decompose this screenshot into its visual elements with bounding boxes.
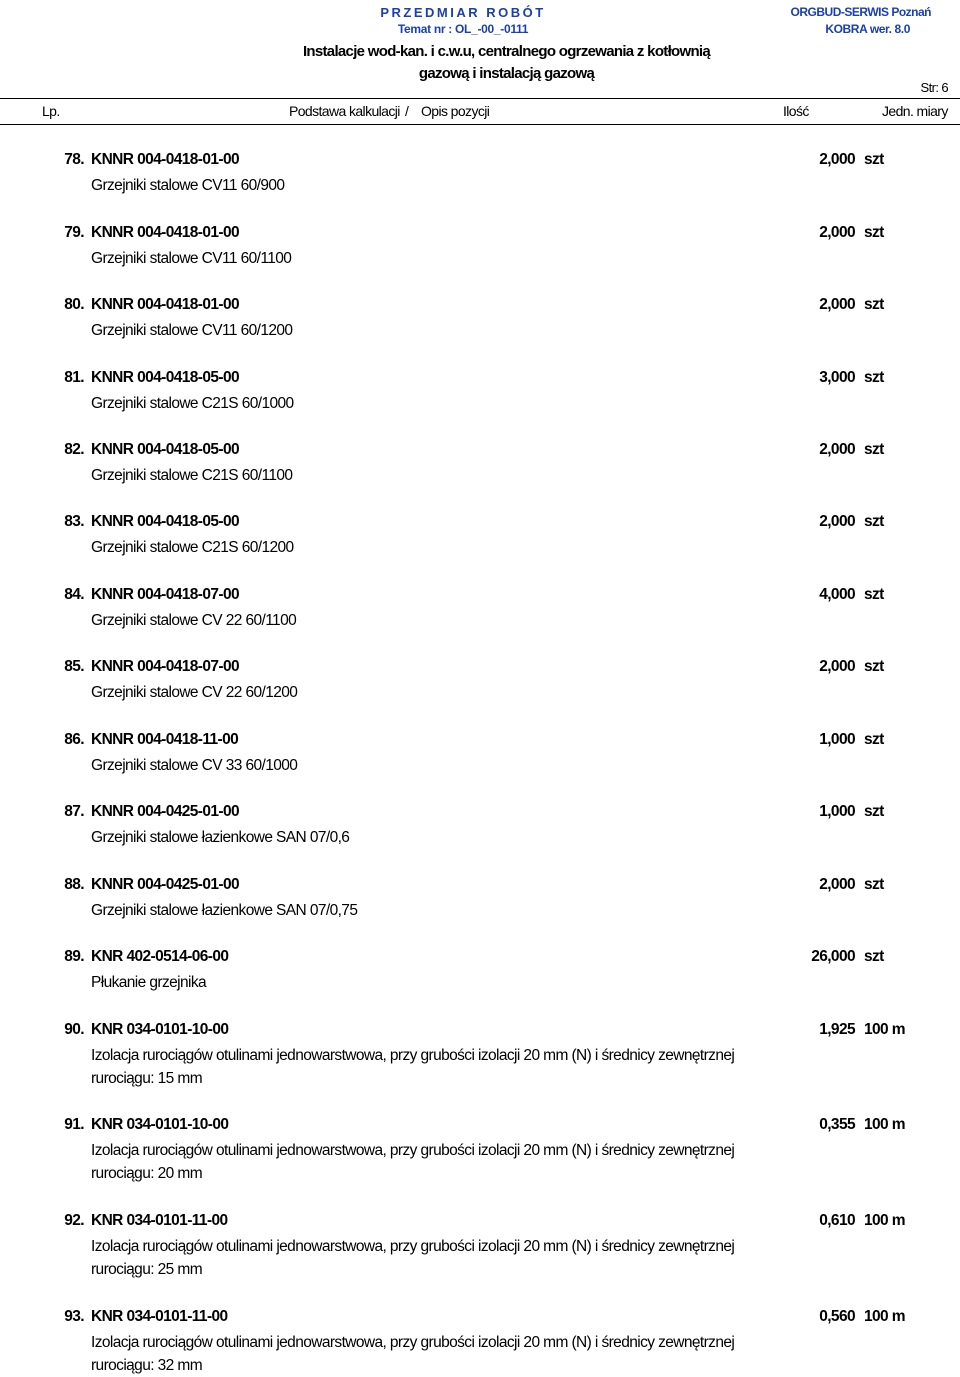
page-number: Str: 6: [920, 80, 948, 95]
column-header-description: Opis pozycji: [421, 103, 490, 119]
item-quantity: 2,000: [819, 513, 855, 530]
item-code: KNR 034-0101-11-00: [91, 1308, 228, 1325]
document-title: PRZEDMIAR ROBÓT: [380, 5, 546, 20]
item-quantity: 26,000: [811, 948, 855, 965]
item-unit: szt: [864, 586, 884, 603]
item-number: 87.: [64, 803, 84, 820]
item-number: 89.: [64, 948, 84, 965]
item-number: 82.: [64, 441, 84, 458]
item-unit: 100 m: [864, 1116, 905, 1133]
item-unit: szt: [864, 948, 884, 965]
item-unit: szt: [864, 151, 884, 168]
item-quantity: 0,560: [819, 1308, 855, 1325]
item-description: Grzejniki stalowe CV 33 60/1000: [91, 757, 298, 774]
item-description: Grzejniki stalowe CV11 60/1200: [91, 322, 293, 339]
item-quantity: 4,000: [819, 586, 855, 603]
item-code: KNNR 004-0418-01-00: [91, 296, 239, 313]
item-quantity: 3,000: [819, 369, 855, 386]
item-code: KNR 034-0101-10-00: [91, 1021, 229, 1038]
item-description: Grzejniki stalowe CV 22 60/1200: [91, 684, 298, 701]
item-number: 90.: [64, 1021, 84, 1038]
item-number: 91.: [64, 1116, 84, 1133]
item-quantity: 2,000: [819, 296, 855, 313]
item-description: Grzejniki stalowe CV11 60/900: [91, 177, 285, 194]
table-header-bottom-rule: [0, 124, 960, 125]
item-description: Grzejniki stalowe łazienkowe SAN 07/0,6: [91, 829, 350, 846]
item-code: KNNR 004-0425-01-00: [91, 876, 239, 893]
item-description: Grzejniki stalowe łazienkowe SAN 07/0,75: [91, 902, 358, 919]
item-code: KNNR 004-0418-05-00: [91, 513, 239, 530]
item-description: Płukanie grzejnika: [91, 974, 206, 991]
column-header-lp: Lp.: [42, 103, 60, 119]
item-description: Izolacja rurociągów otulinami jednowarstwowa, przy grubości izolacji 20 mm (N) i średnicy zewnętrznej rurociągu: 15 mm: [91, 1047, 735, 1087]
item-number: 93.: [64, 1308, 84, 1325]
item-code: KNNR 004-0418-07-00: [91, 658, 239, 675]
item-number: 86.: [64, 731, 84, 748]
document-theme: Temat nr : OL_-00_-0111: [397, 22, 529, 36]
item-unit: szt: [864, 441, 884, 458]
item-description: Grzejniki stalowe C21S 60/1000: [91, 395, 294, 412]
item-code: KNR 034-0101-10-00: [91, 1116, 229, 1133]
item-quantity: 2,000: [819, 876, 855, 893]
item-unit: szt: [864, 731, 884, 748]
item-quantity: 2,000: [819, 658, 855, 675]
column-header-basis: Podstawa kalkulacji: [289, 103, 400, 119]
item-quantity: 0,610: [819, 1212, 855, 1229]
item-quantity: 1,925: [819, 1021, 855, 1038]
item-unit: 100 m: [864, 1212, 905, 1229]
project-subtitle-line1: Instalacje wod-kan. i c.w.u, centralnego ogrzewania z kotłownią: [302, 43, 711, 60]
item-code: KNNR 004-0418-01-00: [91, 224, 239, 241]
item-quantity: 2,000: [819, 151, 855, 168]
company-name: ORGBUD-SERWIS Poznań: [790, 5, 931, 19]
item-unit: szt: [864, 876, 884, 893]
item-description: Izolacja rurociągów otulinami jednowarstwowa, przy grubości izolacji 20 mm (N) i średnicy zewnętrznej rurociągu: 25 mm: [91, 1238, 735, 1278]
item-number: 85.: [64, 658, 84, 675]
item-unit: 100 m: [864, 1308, 905, 1325]
item-number: 92.: [64, 1212, 84, 1229]
item-unit: szt: [864, 369, 884, 386]
item-unit: szt: [864, 224, 884, 241]
item-description: Grzejniki stalowe CV11 60/1100: [91, 250, 292, 267]
column-header-separator: /: [405, 103, 409, 119]
item-unit: szt: [864, 296, 884, 313]
item-code: KNNR 004-0425-01-00: [91, 803, 239, 820]
item-description: Grzejniki stalowe C21S 60/1200: [91, 539, 294, 556]
item-number: 88.: [64, 876, 84, 893]
program-version: KOBRA wer. 8.0: [825, 22, 910, 36]
item-number: 78.: [64, 151, 84, 168]
item-code: KNR 402-0514-06-00: [91, 948, 229, 965]
item-code: KNR 034-0101-11-00: [91, 1212, 228, 1229]
item-quantity: 2,000: [819, 441, 855, 458]
item-quantity: 1,000: [819, 731, 855, 748]
item-code: KNNR 004-0418-11-00: [91, 731, 239, 748]
project-subtitle-line2: gazową i instalacją gazową: [418, 65, 595, 82]
item-description: Grzejniki stalowe C21S 60/1100: [91, 467, 293, 484]
item-quantity: 1,000: [819, 803, 855, 820]
item-unit: szt: [864, 803, 884, 820]
item-description: Izolacja rurociągów otulinami jednowarstwowa, przy grubości izolacji 20 mm (N) i średnicy zewnętrznej rurociągu: 20 mm: [91, 1142, 735, 1182]
item-number: 81.: [64, 369, 84, 386]
item-code: KNNR 004-0418-01-00: [91, 151, 239, 168]
item-code: KNNR 004-0418-07-00: [91, 586, 239, 603]
item-unit: 100 m: [864, 1021, 905, 1038]
table-header-top-rule: [0, 98, 960, 99]
item-description: Izolacja rurociągów otulinami jednowarstwowa, przy grubości izolacji 20 mm (N) i średnicy zewnętrznej rurociągu: 32 mm: [91, 1334, 735, 1374]
column-header-quantity: Ilość: [783, 103, 809, 119]
item-description: Grzejniki stalowe CV 22 60/1100: [91, 612, 297, 629]
item-unit: szt: [864, 658, 884, 675]
column-header-unit: Jedn. miary: [882, 103, 948, 119]
item-quantity: 0,355: [819, 1116, 855, 1133]
item-number: 79.: [64, 224, 84, 241]
item-number: 84.: [64, 586, 84, 603]
item-number: 80.: [64, 296, 84, 313]
item-code: KNNR 004-0418-05-00: [91, 369, 239, 386]
item-quantity: 2,000: [819, 224, 855, 241]
item-number: 83.: [64, 513, 84, 530]
item-unit: szt: [864, 513, 884, 530]
item-code: KNNR 004-0418-05-00: [91, 441, 239, 458]
